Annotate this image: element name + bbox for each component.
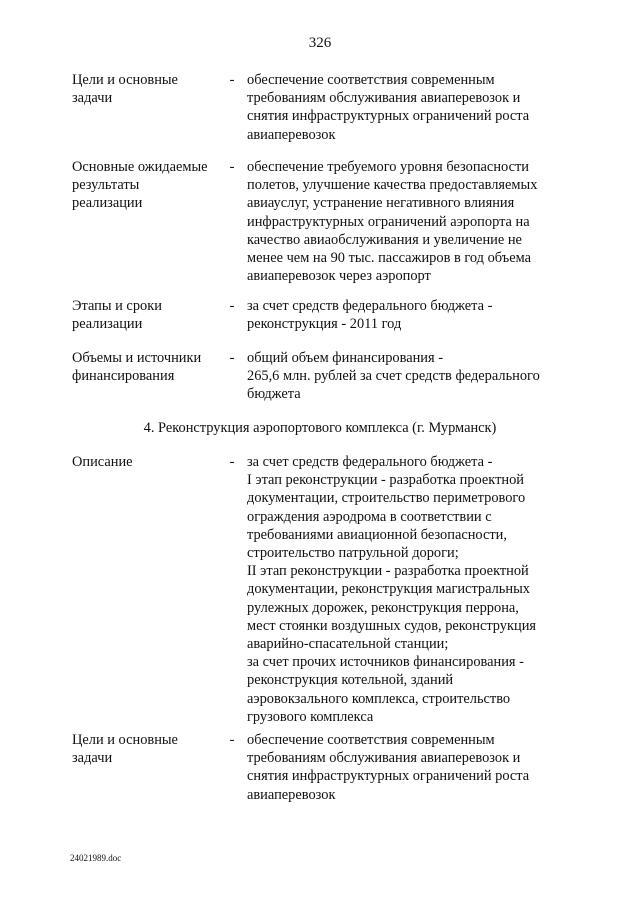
label-line: задачи [72, 750, 113, 767]
label-line: реализации [72, 316, 143, 333]
content-line: общий объем финансирования - [247, 350, 443, 366]
content-line: обеспечение соответствия современным [247, 72, 495, 88]
content-line: реконструкция котельной, зданий [247, 672, 454, 689]
content-line: снятия инфраструктурных ограничений роста [247, 108, 530, 125]
content-line: рулежных дорожек, реконструкция перрона, [247, 599, 519, 616]
label-line: Описание [72, 454, 133, 470]
label-line: реализации [72, 195, 143, 212]
content-line: грузового комплекса [247, 708, 374, 725]
content-line: авиаперевозок [247, 786, 336, 803]
row-dash: - [229, 72, 235, 88]
label-line: Основные ожидаемые [72, 159, 208, 175]
label-line: Объемы и источники [72, 350, 202, 366]
content-line: строительство патрульной дороги; [247, 545, 459, 562]
row-label [72, 453, 222, 471]
content-line: мест стоянки воздушных судов, реконструкция [247, 617, 537, 634]
label-line: финансирования [72, 368, 175, 385]
row-label [72, 71, 222, 107]
content-line: снятия инфраструктурных ограничений роста [247, 768, 530, 785]
row-dash: - [229, 350, 235, 366]
content-line: за счет прочих источников финансирования - [247, 654, 524, 671]
content-line: II этап реконструкции - разработка проектной [247, 563, 529, 580]
content-line: I этап реконструкции - разработка проектной [247, 472, 524, 489]
row-dash: - [229, 454, 235, 470]
label-line: Цели и основные [72, 732, 178, 748]
content-line: авиауслуг, устранение негативного влияния [247, 195, 515, 212]
label-line: Этапы и сроки [72, 298, 162, 314]
row-content [247, 71, 575, 144]
row-label [72, 297, 222, 333]
content-line: бюджета [247, 386, 301, 403]
row-content [247, 731, 575, 804]
content-line: инфраструктурных ограничений аэропорта на [247, 213, 530, 230]
footer-filename: 24021989.doc [70, 853, 122, 863]
label-line: результаты [72, 177, 140, 194]
content-line: полетов, улучшение качества предоставляемых [247, 177, 538, 194]
content-line: аварийно-спасательной станции; [247, 636, 449, 653]
content-line: ограждения аэродрома в соответствии с [247, 508, 492, 525]
page-number: 326 [308, 35, 332, 51]
content-line: документации, строительство периметрового [247, 490, 526, 507]
content-line: за счет средств федерального бюджета - [247, 454, 493, 470]
row-label [72, 731, 222, 767]
row-dash: - [229, 732, 235, 748]
row-label [72, 349, 222, 385]
row-content [247, 349, 575, 404]
content-line: обеспечение требуемого уровня безопасности [247, 159, 529, 175]
label-line: задачи [72, 90, 113, 107]
content-line: реконструкция - 2011 год [247, 316, 402, 333]
content-line: менее чем на 90 тыс. пассажиров в год объема [247, 250, 531, 267]
content-line: качество авиаобслуживания и увеличение не [247, 231, 522, 248]
row-dash: - [229, 159, 235, 175]
label-line: Цели и основные [72, 72, 178, 88]
row-content [247, 453, 575, 726]
content-line: требованиями авиационной безопасности, [247, 526, 507, 543]
content-line: обеспечение соответствия современным [247, 732, 495, 748]
content-line: за счет средств федерального бюджета - [247, 298, 493, 314]
content-line: документации, реконструкция магистральных [247, 581, 530, 598]
content-line: авиаперевозок [247, 126, 336, 143]
row-label [72, 158, 222, 213]
section-title: 4. Реконструкция аэропортового комплекса (г. Мурманск) [143, 420, 497, 436]
row-dash: - [229, 298, 235, 314]
content-line: требованиям обслуживания авиаперевозок и [247, 90, 521, 107]
content-line: авиаперевозок через аэропорт [247, 268, 431, 285]
row-content [247, 158, 575, 285]
content-line: 265,6 млн. рублей за счет средств федерального [247, 368, 540, 385]
content-line: аэровокзального комплекса, строительство [247, 690, 511, 707]
content-line: требованиям обслуживания авиаперевозок и [247, 750, 521, 767]
row-content [247, 297, 575, 333]
